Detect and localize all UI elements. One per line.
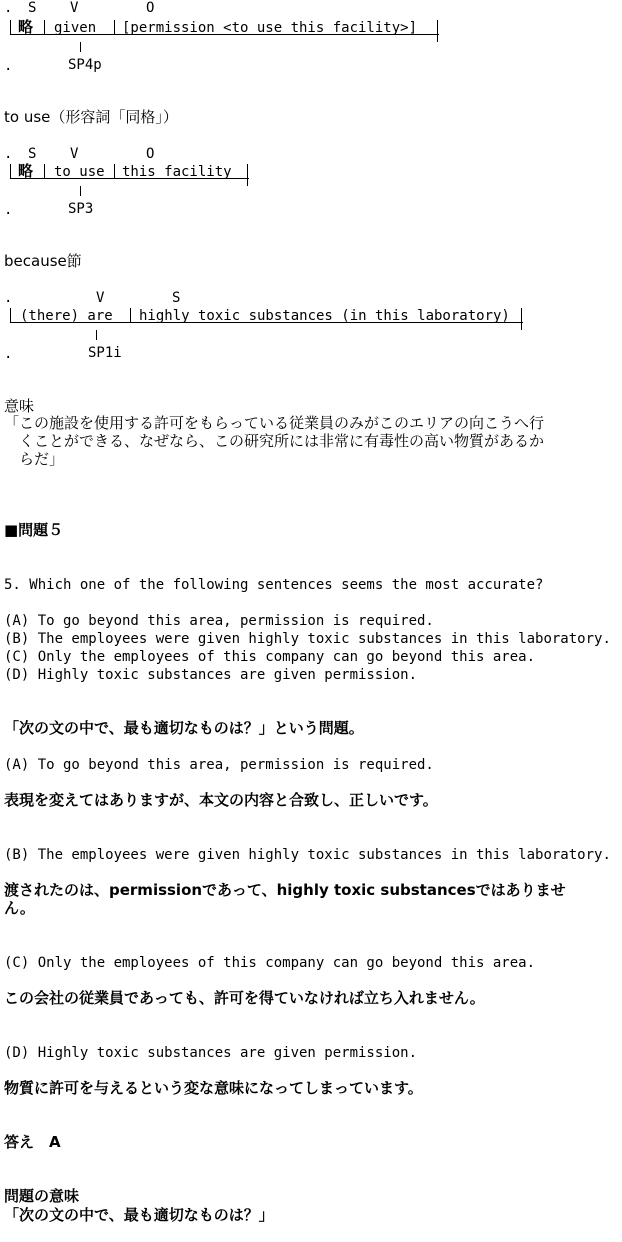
verb-text: (there) are [20, 308, 113, 324]
explanation-text-a: 表現を変えてはありますが、本文の内容と合致し、正しいです。 [4, 791, 438, 809]
diagram-dot: . [4, 58, 13, 74]
verb-text: given [54, 20, 97, 36]
explanation-option-a: (A) To go beyond this area, permission is required. [4, 757, 434, 773]
diagram-dot: . [4, 346, 13, 362]
option-c: (C) Only the employees of this company can go beyond this area. [4, 649, 536, 665]
object-marker: O [146, 146, 155, 162]
object-marker: O [146, 0, 155, 16]
explanation-option-c: (C) Only the employees of this company can go beyond this area. [4, 955, 536, 971]
diagram-dot: . [4, 0, 13, 16]
subject-marker: S [28, 146, 37, 162]
verb-text: to use [54, 164, 105, 180]
explanation-option-b: (B) The employees were given highly toxic substances in this laboratory. [4, 847, 611, 863]
meaning-label: 意味 [4, 397, 35, 415]
explanation-text-d: 物質に許可を与えるという変な意味になってしまっています。 [4, 1079, 423, 1097]
subject-marker: S [172, 290, 181, 306]
option-d: (D) Highly toxic substances are given permission. [4, 667, 418, 683]
option-b: (B) The employees were given highly toxic substances in this laboratory. [4, 631, 611, 647]
meaning-line: 「この施設を使用する許可をもらっている従業員のみがこのエリアの向こうへ行 [4, 414, 545, 432]
sentence-pattern: SP1i [88, 345, 122, 361]
verb-marker: V [70, 146, 79, 162]
problem-heading: ■問題５ [4, 521, 64, 539]
subject-text: highly toxic substances (in this laboratory) [139, 308, 510, 324]
subject-omitted: 略 [18, 18, 34, 36]
diagram-dot: . [4, 290, 13, 306]
subject-marker: S [28, 0, 37, 16]
explanation-option-d: (D) Highly toxic substances are given permission. [4, 1045, 418, 1061]
meaning-line: らだ」 [4, 450, 65, 468]
verb-marker: V [70, 0, 79, 16]
problem-intro: 「次の文の中で、最も適切なものは？」という問題。 [4, 719, 364, 737]
because-heading: because節 [4, 252, 82, 270]
explanation-text-b: 渡されたのは、permissionであって、highly toxic substancesではありませ [4, 881, 566, 899]
option-a: (A) To go beyond this area, permission is required. [4, 613, 434, 629]
verb-marker: V [96, 290, 105, 306]
explanation-text-b: ん。 [4, 899, 35, 917]
diagram-dot: . [4, 202, 13, 218]
problem-meaning: 「次の文の中で、最も適切なものは？」 [4, 1206, 274, 1224]
sentence-pattern: SP3 [68, 201, 94, 217]
explanation-text-c: この会社の従業員であっても、許可を得ていなければ立ち入れません。 [4, 989, 485, 1007]
answer: 答え A [4, 1133, 61, 1151]
meaning-line: くことができる、なぜなら、この研究所には非常に有毒性の高い物質があるか [4, 432, 545, 450]
question-text: 5. Which one of the following sentences seems the most accurate? [4, 577, 544, 593]
object-text: this facility [122, 164, 232, 180]
diagram-dot: . [4, 146, 13, 162]
subject-omitted: 略 [18, 162, 34, 180]
problem-meaning-label: 問題の意味 [4, 1187, 80, 1205]
object-text: [permission <to use this facility>] [122, 20, 418, 36]
sentence-pattern: SP4p [68, 57, 102, 73]
to-use-heading: to use（形容詞「同格」） [4, 108, 178, 126]
